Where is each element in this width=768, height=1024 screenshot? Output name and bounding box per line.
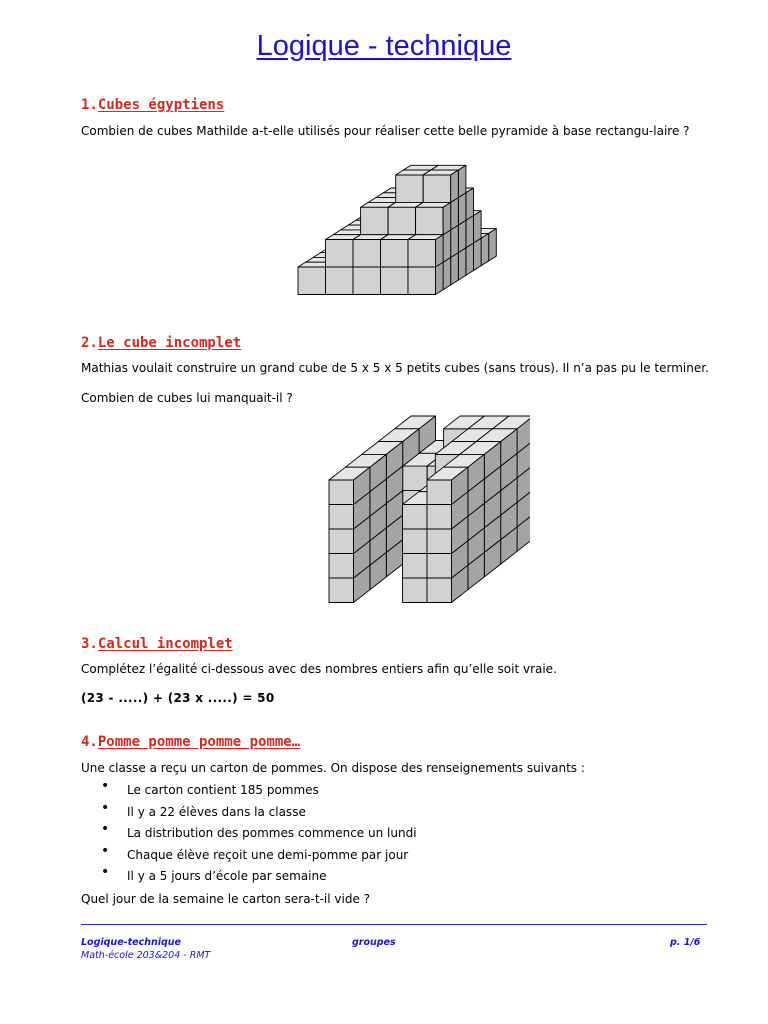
section-3-number: 3. [81, 636, 98, 652]
cube-face [458, 220, 466, 252]
cube-face [329, 578, 354, 603]
footer-left-title: Logique-technique [81, 937, 181, 948]
cube-face [458, 165, 466, 197]
cube-face [427, 480, 452, 505]
cube-face [458, 248, 466, 280]
cube-face [451, 198, 459, 230]
section-2-heading [81, 335, 241, 351]
cube-face [451, 225, 459, 257]
bullet-icon: • [101, 821, 110, 838]
cube-face [329, 529, 354, 554]
cube-face [353, 240, 381, 268]
pyramid-figure [290, 150, 505, 300]
section-4-number: 4. [81, 734, 98, 750]
cube-face [326, 240, 354, 268]
cube-face [403, 505, 428, 530]
cube-face [443, 257, 451, 289]
section-1-number: 1. [81, 97, 98, 113]
equation: (23 - .....) + (23 x .....) = 50 [81, 691, 275, 705]
cube-face [329, 505, 354, 530]
page-title: Logique - technique [256, 30, 512, 62]
cube-face [388, 207, 416, 235]
cube-face [481, 233, 489, 265]
cube-face [329, 554, 354, 579]
cube-face [458, 193, 466, 225]
cube-face [423, 175, 451, 203]
cube-face [416, 207, 444, 235]
cube-face [466, 216, 474, 248]
section-4-text: Une classe a reçu un carton de pommes. On dispose des renseignements suivants : [81, 761, 585, 775]
cube-face [326, 267, 354, 295]
section-1-title: Cubes égyptiens [97, 97, 225, 113]
bullet-icon: • [101, 799, 110, 816]
cube-face [329, 480, 354, 505]
section-1-heading [81, 97, 224, 113]
cube-face [403, 466, 428, 491]
cube-face [489, 229, 497, 261]
footer-divider [81, 924, 707, 925]
cube-face [443, 202, 451, 234]
cube-face [427, 529, 452, 554]
cube-face [466, 243, 474, 275]
section-3-text: Complétez l’égalité ci-dessous avec des nombres entiers afin qu’elle soit vraie. [81, 662, 557, 676]
section-4-title: Pomme pomme pomme pomme… [97, 734, 301, 750]
incomplete-cube-figure [325, 410, 530, 606]
cube-face [451, 170, 459, 202]
cube-face [427, 505, 452, 530]
footer-center: groupes [352, 937, 396, 948]
section-4-heading [81, 734, 300, 750]
cube-face [474, 211, 482, 243]
bullet-icon: • [101, 778, 110, 794]
section-2-title: Le cube incomplet [97, 335, 242, 351]
cube-face [436, 235, 444, 267]
cube-face [474, 238, 482, 270]
bullet-icon: • [101, 842, 110, 859]
footer-page-number: p. 1/6 [670, 937, 701, 948]
cube-face [361, 207, 389, 235]
cube-face [443, 230, 451, 262]
section-3-heading [81, 636, 233, 652]
footer-left-source: Math-école 203&204 - RMT [81, 950, 211, 961]
section-2-text: Mathias voulait construire un grand cube de 5 x 5 x 5 petits cubes (sans trous). Il n’a pas pu le terminer. [81, 361, 709, 375]
section-1-text: Combien de cubes Mathilde a-t-elle utilisés pour réaliser cette belle pyramide à base rectangu-laire ? [81, 124, 690, 138]
cube-face [353, 267, 381, 295]
cube-face [427, 554, 452, 579]
cube-face [381, 267, 409, 295]
cube-face [381, 240, 409, 268]
section-2-number: 2. [81, 335, 98, 351]
section-3-title: Calcul incomplet [97, 636, 233, 652]
bullet-icon: • [101, 864, 110, 881]
cube-face [403, 578, 428, 603]
cube-face [403, 529, 428, 554]
section-4-question: Quel jour de la semaine le carton sera-t-il vide ? [81, 892, 371, 906]
section-2-question: Combien de cubes lui manquait-il ? [81, 391, 293, 405]
cube-face [408, 240, 436, 268]
cube-face [466, 188, 474, 220]
cube-face [436, 262, 444, 294]
cube-face [396, 175, 424, 203]
cube-face [451, 253, 459, 285]
cube-face [427, 578, 452, 603]
cube-face [403, 554, 428, 579]
cube-face [408, 267, 436, 295]
cube-face [298, 267, 326, 295]
